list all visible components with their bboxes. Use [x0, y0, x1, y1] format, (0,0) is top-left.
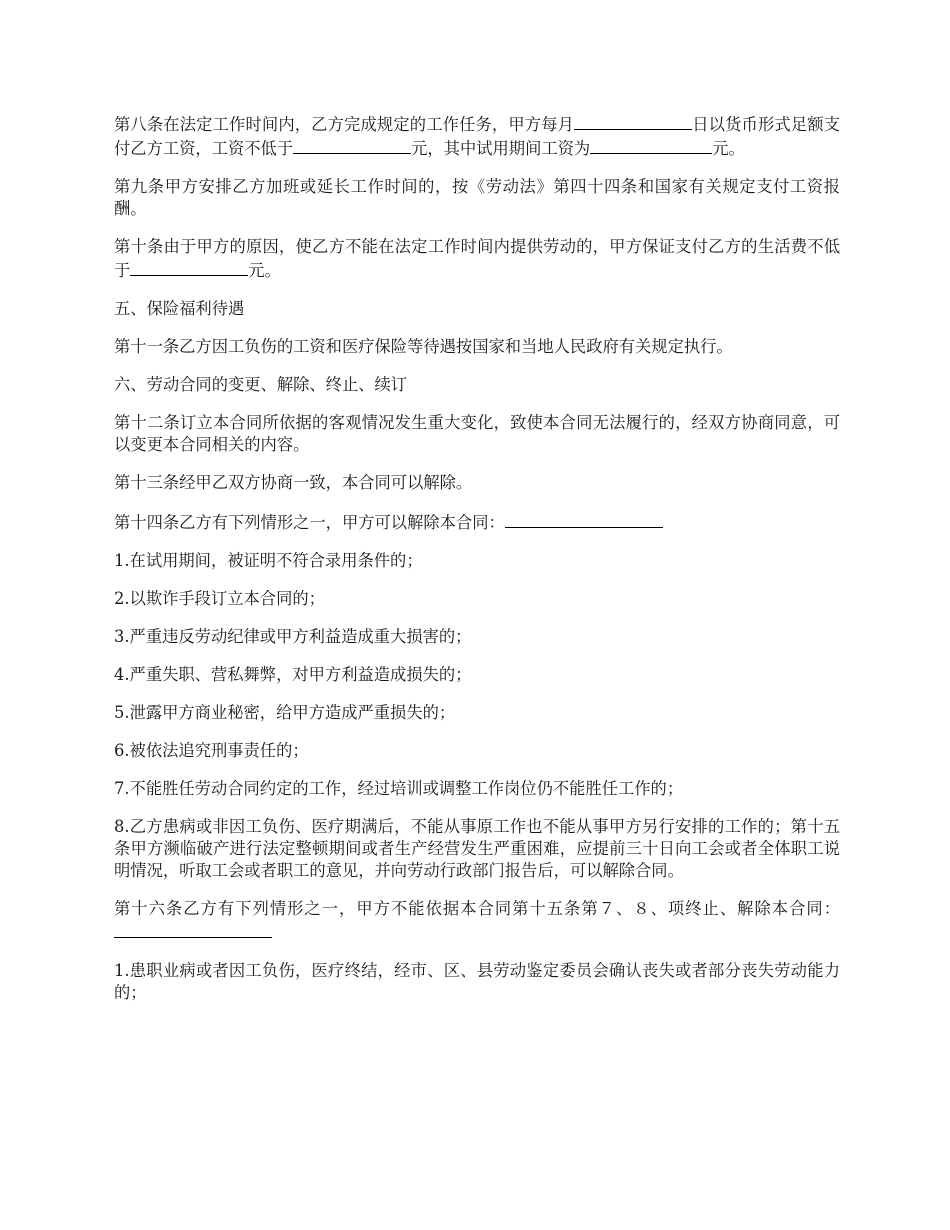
document-page — [114, 112, 840, 1020]
article-13: 第十三条经甲乙双方协商一致，本合同可以解除。 — [114, 473, 473, 492]
article-14-item-4: 4.严重失职、营私舞弊，对甲方利益造成损失的； — [114, 665, 472, 684]
article-14-item-3: 3.严重违反劳动纪律或甲方利益造成重大损害的； — [114, 627, 472, 646]
article-16 — [114, 898, 840, 944]
article-14-blank — [505, 510, 663, 528]
article-16-text: 第十六条乙方有下列情形之一，甲方不能依据本合同第十五条第７、８、项终止、解除本合同： — [114, 899, 840, 918]
article-10-text-a: 第十条由于甲方的原因，使乙方不能在法定工作时间内提供劳动的，甲方保证支付乙方的生活费不低于 — [114, 237, 840, 280]
article-8 — [114, 112, 840, 160]
article-14-item-1: 1.在试用期间，被证明不符合录用条件的； — [114, 551, 423, 570]
article-14-text: 第十四条乙方有下列情形之一，甲方可以解除本合同： — [114, 513, 505, 532]
article-14-item-5: 5.泄露甲方商业秘密，给甲方造成严重损失的； — [114, 703, 456, 722]
article-8-text-d: 元。 — [712, 139, 745, 158]
article-14 — [114, 510, 840, 534]
article-8-text-a: 第八条在法定工作时间内，乙方完成规定的工作任务，甲方每月 — [114, 115, 575, 134]
article-11: 第十一条乙方因工负伤的工资和医疗保险等待遇按国家和当地人民政府有关规定执行。 — [114, 337, 733, 356]
living-allowance-blank — [130, 258, 248, 276]
article-8-text-c: 元，其中试用期间工资为 — [411, 139, 591, 158]
article-16-blank — [114, 920, 272, 938]
article-10-text-b: 元。 — [248, 261, 281, 280]
min-wage-blank — [293, 136, 411, 154]
article-10 — [114, 236, 840, 282]
article-14-item-8: 8.乙方患病或非因工负伤、医疗期满后，不能从事原工作也不能从事甲方另行安排的工作的；第十五条甲方濒临破产进行法定整顿期间或者生产经营发生严重困难，应提前三十日向工会或者全体职工说明情况，听取工会或者职工的意见，并向劳动行政部门报告后，可以解除合同。 — [114, 817, 840, 880]
article-16-item-1: 1.患职业病或者因工负伤，医疗终结，经市、区、县劳动鉴定委员会确认丧失或者部分丧失劳动能力的； — [114, 961, 840, 1002]
section-6-heading: 六、劳动合同的变更、解除、终止、续订 — [114, 375, 408, 394]
article-12: 第十二条订立本合同所依据的客观情况发生重大变化，致使本合同无法履行的，经双方协商同意，可以变更本合同相关的内容。 — [114, 413, 840, 454]
probation-wage-blank-cont — [690, 136, 712, 154]
article-8-text-b: 日以货币形式足额支付乙方工资，工资不低于 — [114, 115, 840, 158]
section-5-heading: 五、保险福利待遇 — [114, 299, 245, 318]
article-14-item-6: 6.被依法追究刑事责任的； — [114, 741, 309, 760]
pay-day-blank — [574, 112, 692, 130]
article-9: 第九条甲方安排乙方加班或延长工作时间的，按《劳动法》第四十四条和国家有关规定支付工资报酬。 — [114, 177, 840, 218]
probation-wage-blank — [590, 136, 690, 154]
article-14-item-7: 7.不能胜任劳动合同约定的工作，经过培训或调整工作岗位仍不能胜任工作的； — [114, 779, 684, 798]
article-14-item-2: 2.以欺诈手段订立本合同的； — [114, 589, 325, 608]
